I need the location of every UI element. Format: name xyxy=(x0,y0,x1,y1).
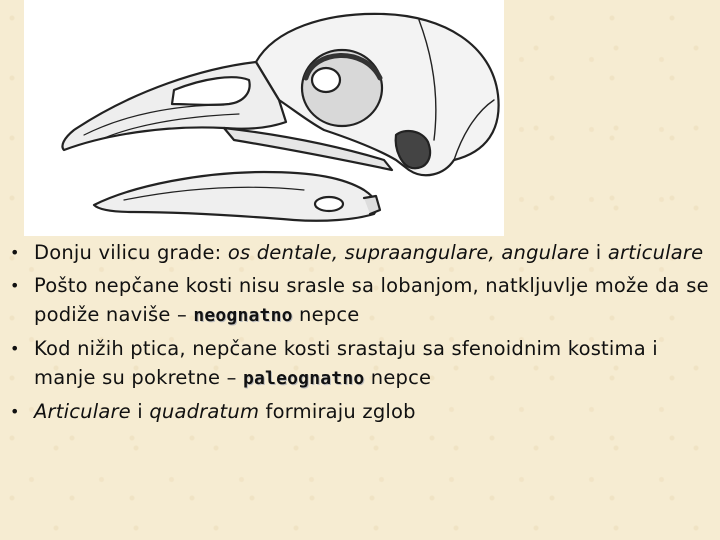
bullet-marker: • xyxy=(10,276,20,295)
bullet-item xyxy=(0,238,720,267)
bullet-item xyxy=(0,334,720,393)
bullet-item xyxy=(0,397,720,426)
bullet-text: Kod nižih ptica, nepčane kosti srastaju sa sfenoidnim kostima i manje su pokretne – xyxy=(34,337,658,389)
bullet-text: Pošto nepčane kosti nisu srasle sa lobanjom, natkljuvlje može da se podiže naviše – xyxy=(34,274,709,326)
bullet-item xyxy=(0,271,720,330)
bullet-text: Donju vilicu grade: xyxy=(34,241,228,264)
bullet-text: nepce xyxy=(292,303,360,326)
bird-skull-figure xyxy=(24,0,504,236)
bone-names: os dentale, supraangulare, angulare xyxy=(227,241,590,264)
bullet-list xyxy=(0,238,720,430)
bird-skull-icon xyxy=(24,0,504,236)
bullet-text: i xyxy=(130,400,150,423)
term-paleognatno: paleognatno xyxy=(242,368,365,389)
bullet-text: nepce xyxy=(364,366,432,389)
term-neognatno: neognatno xyxy=(193,305,293,326)
bullet-marker: • xyxy=(10,402,20,421)
bullet-text: formiraju zglob xyxy=(259,400,416,423)
bullet-marker: • xyxy=(10,339,20,358)
bone-name: articulare xyxy=(607,241,704,264)
bullet-text: i xyxy=(589,241,608,264)
bone-name: Articulare xyxy=(34,400,131,423)
bullet-marker: • xyxy=(10,243,20,262)
bone-name: quadratum xyxy=(149,400,260,423)
